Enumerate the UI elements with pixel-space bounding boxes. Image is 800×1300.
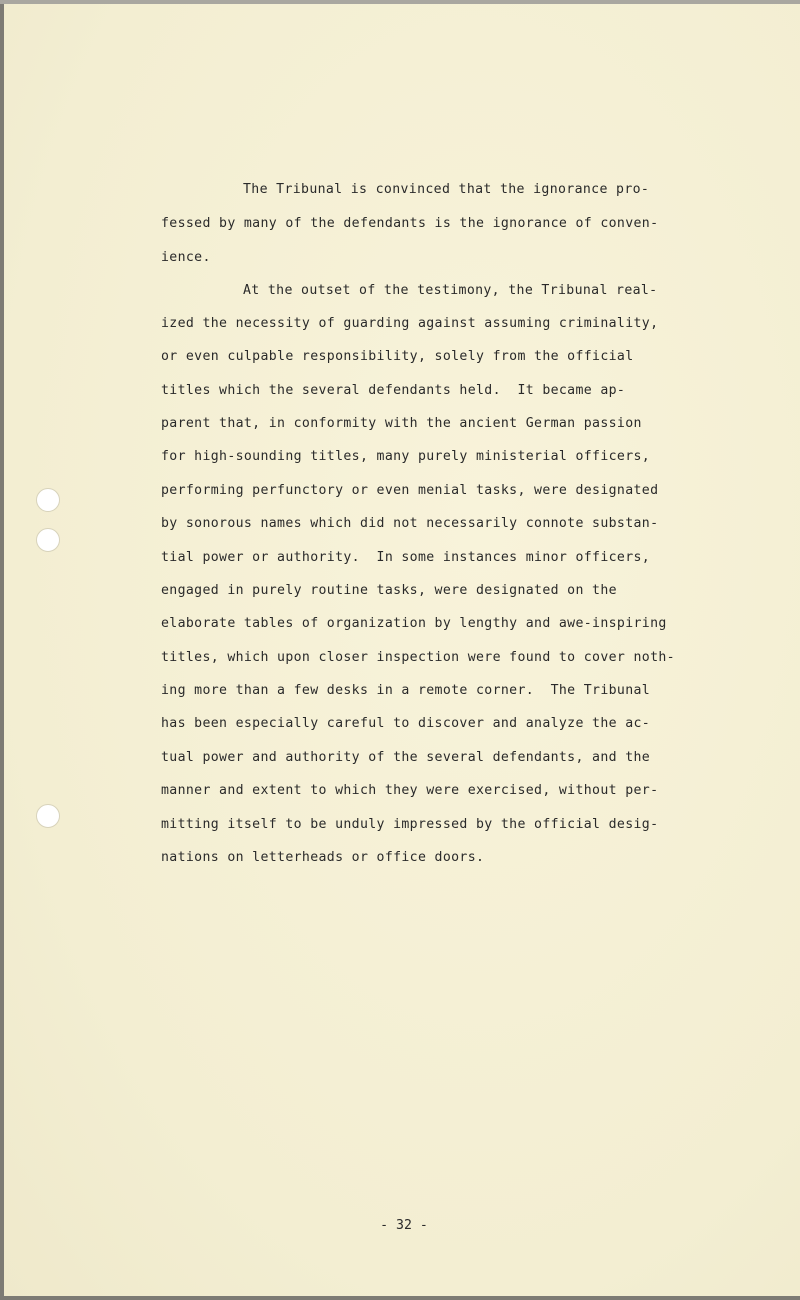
text-line: ing more than a few desks in a remote corner. The Tribunal bbox=[161, 683, 651, 698]
text-line: At the outset of the testimony, the Tribunal real- bbox=[243, 283, 658, 298]
text-line: has been especially careful to discover and analyze the ac- bbox=[161, 716, 651, 731]
text-line: titles, which upon closer inspection were found to cover noth- bbox=[161, 650, 675, 665]
text-line: elaborate tables of organization by lengthy and awe-inspiring bbox=[161, 616, 667, 631]
text-line: nations on letterheads or office doors. bbox=[161, 850, 485, 865]
text-line: parent that, in conformity with the ancient German passion bbox=[161, 416, 642, 431]
punch-hole bbox=[36, 488, 60, 512]
text-line: or even culpable responsibility, solely from the official bbox=[161, 349, 634, 364]
text-line: titles which the several defendants held. It became ap- bbox=[161, 383, 626, 398]
punch-hole bbox=[36, 528, 60, 552]
text-line: by sonorous names which did not necessarily connote substan- bbox=[161, 516, 659, 531]
text-line: ized the necessity of guarding against assuming criminality, bbox=[161, 316, 659, 331]
document-page bbox=[4, 4, 800, 1296]
page-number: - 32 - bbox=[380, 1218, 428, 1233]
text-line: fessed by many of the defendants is the ignorance of conven- bbox=[161, 216, 659, 231]
text-line: tual power and authority of the several defendants, and the bbox=[161, 750, 651, 765]
text-line: engaged in purely routine tasks, were designated on the bbox=[161, 583, 617, 598]
text-line: manner and extent to which they were exercised, without per- bbox=[161, 783, 659, 798]
text-line: The Tribunal is convinced that the ignorance pro- bbox=[243, 182, 650, 197]
text-line: for high-sounding titles, many purely ministerial officers, bbox=[161, 449, 651, 464]
text-line: ience. bbox=[161, 250, 211, 265]
text-line: tial power or authority. In some instances minor officers, bbox=[161, 550, 651, 565]
text-line: performing perfunctory or even menial tasks, were designated bbox=[161, 483, 659, 498]
punch-hole bbox=[36, 804, 60, 828]
text-line: mitting itself to be unduly impressed by the official desig- bbox=[161, 817, 659, 832]
